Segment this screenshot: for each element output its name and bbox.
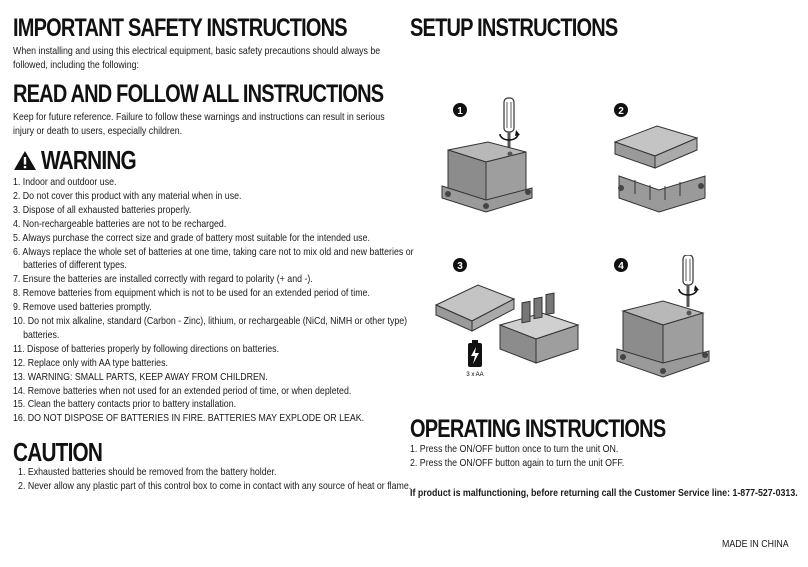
battery-icon (468, 340, 482, 367)
warning-item (13, 218, 332, 232)
caution-item: 1. Exhausted batteries should be removed from the battery holder. (18, 466, 277, 479)
warning-item-text: 6. Always replace the whole set of batteries at one time, taking care not to mix old and new batteries or (13, 245, 414, 258)
setup-step-4 (605, 255, 735, 395)
step-badge-4 (614, 258, 628, 272)
setup-title: SETUP INSTRUCTIONS (410, 14, 618, 42)
step-number-1: 1 (457, 106, 463, 117)
safety-intro: When installing and using this electrical equipment, basic safety precautions should always be followed, including the following: (13, 45, 381, 71)
warning-item-text: 2. Do not cover this product with any material when in use. (13, 189, 242, 202)
setup-step-2 (605, 90, 725, 230)
setup-steps (410, 50, 795, 395)
control-box-closed (617, 301, 709, 377)
step-number-2: 2 (618, 106, 624, 117)
warning-item (13, 357, 332, 371)
battery-label: 3 x AA (466, 372, 484, 378)
caution-item: 2. Never allow any plastic part of this control box to come in contact with any source of heat or flame. (18, 480, 412, 493)
warning-item (13, 176, 332, 190)
control-box-lid-open (615, 126, 705, 212)
warning-item-text: 12. Replace only with AA type batteries. (13, 356, 168, 369)
setup-step-1 (430, 90, 550, 230)
step-badge-3 (453, 258, 467, 272)
warning-item (13, 371, 332, 385)
warning-heading (13, 146, 393, 174)
caution-list (13, 466, 412, 494)
warning-item (13, 343, 332, 357)
warning-item-text: 14. Remove batteries when not used for an extended period of time, or when depleted. (13, 384, 352, 397)
screwdriver-icon (679, 255, 699, 307)
operating-title: OPERATING INSTRUCTIONS (410, 415, 666, 443)
warning-item (13, 231, 370, 246)
control-box-closed (442, 142, 532, 212)
warning-item-text: 1. Indoor and outdoor use. (13, 176, 117, 188)
operating-item: 1. Press the ON/OFF button once to turn the unit ON. (410, 443, 619, 455)
warning-item-continuation: batteries. (23, 328, 60, 341)
safety-column (13, 14, 414, 494)
safety-title: IMPORTANT SAFETY INSTRUCTIONS (13, 14, 347, 42)
warning-item (13, 273, 332, 287)
customer-service-line: If product is malfunctioning, before returning call the Customer Service line: 1-877-527-0313. (410, 487, 798, 499)
warning-item (13, 204, 332, 218)
caution-title: CAUTION (13, 437, 103, 468)
warning-item (13, 398, 332, 412)
warning-item-text: 16. DO NOT DISPOSE OF BATTERIES IN FIRE. BATTERIES MAY EXPLODE OR LEAK. (13, 412, 365, 425)
warning-triangle-icon (13, 150, 37, 171)
warning-item-text: 9. Remove used batteries promptly. (13, 301, 152, 314)
warning-item-text: 8. Remove batteries from equipment which is not to be used for an extended period of time. (13, 287, 370, 300)
warning-list (13, 176, 414, 426)
warning-item-continuation: batteries of different types. (23, 259, 127, 272)
warning-item (13, 384, 352, 399)
warning-title: WARNING (41, 145, 136, 175)
warning-item (13, 315, 408, 343)
step-badge-1 (453, 103, 467, 117)
warning-item-text: 13. WARNING: SMALL PARTS, KEEP AWAY FROM CHILDREN. (13, 370, 268, 383)
setup-step-3 (430, 255, 600, 400)
operating-list (410, 443, 795, 471)
warning-item (13, 245, 414, 274)
control-box-lid-removed (436, 285, 578, 363)
warning-item-text: 3. Dispose of all exhausted batteries properly. (13, 203, 192, 216)
read-intro: Keep for future reference. Failure to follow these warnings and instructions can result in serious injury or death to users, especially children. (13, 111, 385, 137)
warning-item-text: 5. Always purchase the correct size and grade of battery most suitable for the intended use. (13, 231, 370, 244)
warning-item-text: 4. Non-rechargeable batteries are not to be recharged. (13, 217, 227, 230)
warning-item-text: 11. Dispose of batteries properly by following directions on batteries. (13, 342, 280, 355)
warning-item-text: 15. Clean the battery contacts prior to battery installation. (13, 398, 237, 411)
setup-column (410, 14, 795, 471)
warning-item-text: 10. Do not mix alkaline, standard (Carbon - Zinc), lithium, or rechargeable (NiCd, NiMH or other type) (13, 315, 408, 328)
warning-item (13, 412, 365, 426)
warning-item (13, 301, 332, 315)
step-number-3: 3 (457, 261, 463, 272)
step-badge-2 (614, 103, 628, 117)
read-title: READ AND FOLLOW ALL INSTRUCTIONS (13, 80, 384, 108)
operating-item: 2. Press the ON/OFF button again to turn the unit OFF. (410, 456, 625, 469)
step-number-4: 4 (618, 261, 624, 272)
warning-item-text: 7. Ensure the batteries are installed correctly with regard to polarity (+ and -). (13, 273, 313, 286)
made-in-label: MADE IN CHINA (722, 538, 789, 550)
warning-item (13, 287, 370, 301)
warning-item (13, 190, 332, 204)
